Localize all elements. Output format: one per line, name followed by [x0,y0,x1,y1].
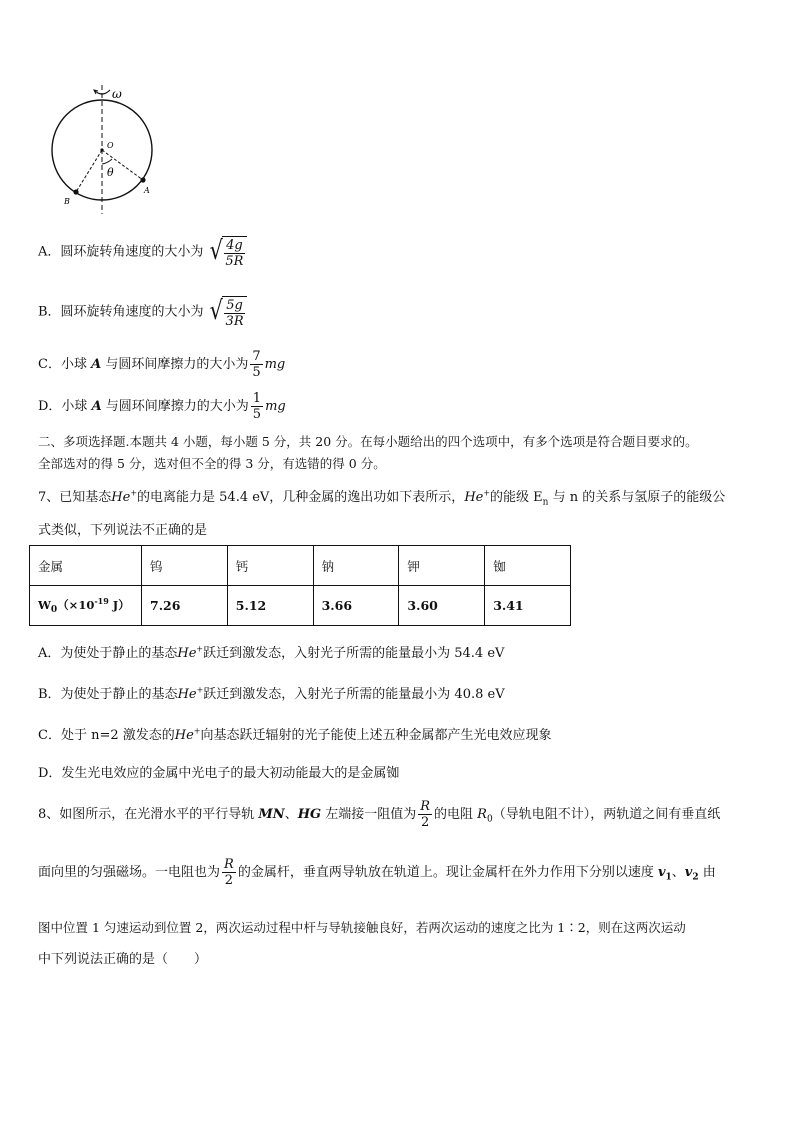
q8-stem-line2: 面向里的匀强磁场。一电阻也为 $\frac{R}{2}$ 的金属杆，垂直两导轨放在轨道上。现让金属杆在外力作用下分别以速度 $v_1$、$v_2$ 由 [38,857,716,888]
q7-option-b: B．为使处于静止的基态He+跃迁到激发态，入射光子所需的能量最小为 40.8 eV [38,685,505,702]
center-label: O [107,141,114,150]
omega-label: ω [112,87,122,101]
q8-stem-line3: 图中位置 1 匀速运动到位置 2，两次运动过程中杆与导轨接触良好，若两次运动的速度之比为 1∶2，则在这两次运动 [38,920,686,935]
q7-option-c: C．处于 n=2 激发态的He+向基态跃迁辐射的光子能使上述五种金属都产生光电效应现象 [38,726,552,743]
ring-figure [40,80,170,215]
table-cell: 3.66 [313,586,399,626]
q7-option-d: D．发生光电效应的金属中光电子的最大初动能最大的是金属铷 [38,766,400,781]
ball-a-label: A [144,186,150,195]
radius-to-b [76,150,102,192]
work-function-table [29,545,571,626]
table-row [30,546,571,586]
table-header-cell: 铷 [485,546,571,586]
q6-option-d: D．小球 A 与圆环间摩擦力的大小为 $\frac{1}{5}$ mg [38,391,286,422]
ball-b [73,189,78,194]
q6-option-c: C．小球 A 与圆环间摩擦力的大小为 $\frac{7}{5}$ mg [38,349,286,380]
table-cell: 7.26 [142,586,228,626]
table-header-cell: 钨 [142,546,228,586]
table-header-cell: 金属 [30,546,142,586]
table-header-cell: 钠 [313,546,399,586]
q8-stem-line4: 中下列说法正确的是（ ） [38,952,208,967]
sqrt-expression: √ $\frac{5g}{3R}$ [208,296,247,328]
theta-arc [102,159,112,164]
q7-stem-line2: 式类似，下列说法不正确的是 [38,523,208,538]
theta-label: θ [107,166,114,179]
sqrt-expression: √ $\frac{4g}{5R}$ [208,236,247,268]
q6-option-a: A．圆环旋转角速度的大小为 √ $\frac{4g}{5R}$ [38,236,247,268]
ball-a [140,177,145,182]
table-header-cell: 钾 [399,546,485,586]
table-row [30,586,571,626]
q6-option-b: B．圆环旋转角速度的大小为 √ $\frac{5g}{3R}$ [38,296,247,328]
ball-b-label: B [64,197,70,206]
q8-stem-line1: 8、如图所示，在光滑水平的平行导轨 MN、HG 左端接一阻值为 $\frac{R}{2}$ 的电阻 $R_0$（导轨电阻不计），两轨道之间有垂直纸 [38,799,721,830]
section-instructions: 全部选对的得 5 分，选对但不全的得 3 分，有选错的得 0 分。 [38,456,386,471]
section-heading: 二、多项选择题.本题共 4 小题，每小题 5 分，共 20 分。在每小题给出的四个选项中，有多个选项是符合题目要求的。 [38,434,698,449]
table-cell: 5.12 [227,586,313,626]
table-header-cell: 钙 [227,546,313,586]
table-cell: 3.41 [485,586,571,626]
q7-option-a: A．为使处于静止的基态He+跃迁到激发态，入射光子所需的能量最小为 54.4 eV [38,644,505,661]
table-row-label: $W_0(\times 10^{-19}$ J） [30,586,142,626]
table-cell: 3.60 [399,586,485,626]
q7-stem-line1: 7、已知基态He+的电离能力是 54.4 eV，几种金属的逸出功如下表所示，He+的能级 $E_n$ 与 n 的关系与氢原子的能级公 [38,488,726,508]
